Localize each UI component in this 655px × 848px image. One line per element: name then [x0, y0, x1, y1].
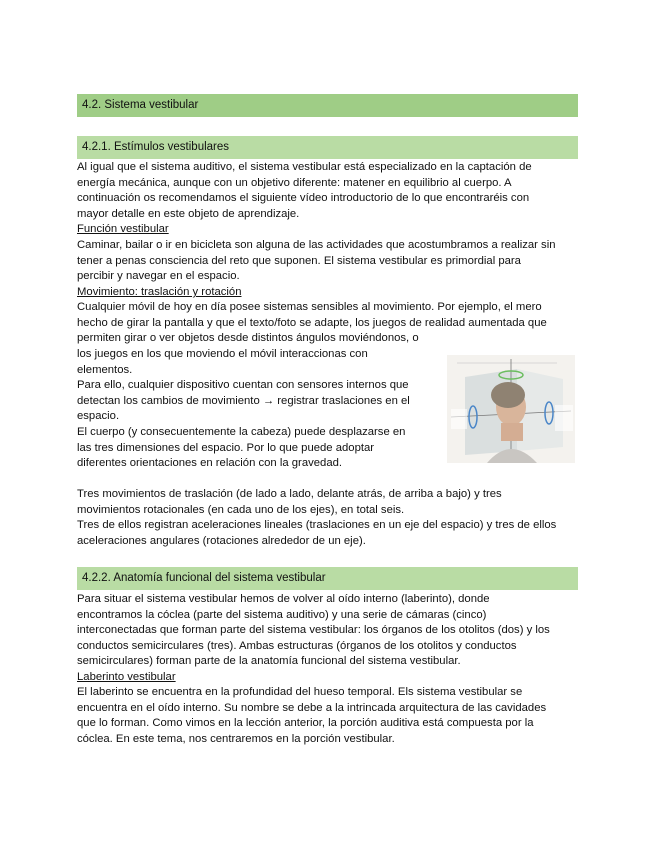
subsection-title-anatomia: 4.2.2. Anatomía funcional del sistema vestibular: [77, 567, 578, 590]
section-title: 4.2. Sistema vestibular: [77, 94, 578, 117]
laberinto-heading: Laberinto vestibular: [77, 671, 176, 683]
laberinto-paragraph: El laberinto se encuentra en la profundidad del hueso temporal. Els sistema vestibular se encuentra en el oído interno. Su nombre se debe a la intrincada arquitectura de las cavidades que lo forman. Como vimos en la lección anterior, la porción auditiva está compuesta por la cóclea. En este tema, nos centraremos en la porción vestibular.: [77, 686, 547, 745]
movimiento-heading: Movimiento: traslación y rotación: [77, 286, 242, 298]
movimiento-paragraph: Cualquier móvil de hoy en día posee sistemas sensibles al movimiento. Por ejemplo, el mero hecho de girar la pantalla y que el texto/foto se adapte, los juegos de realidad aumentada que permiten girar o ver objetos desde distintos ángulos moviéndonos, o: [77, 301, 547, 345]
subsection-title-estimulos: 4.2.1. Estímulos vestibulares: [77, 136, 578, 159]
funcion-paragraph: Caminar, bailar o ir en bicicleta son alguna de las actividades que acostumbramos a realizar sin tener a penas consciencia del reto que suponen. El sistema vestibular es primordial para percibir y navegar en el espacio.: [77, 239, 556, 283]
anatomia-paragraph: Para situar el sistema vestibular hemos de volver al oído interno (laberinto), donde encontramos la cóclea (parte del sistema auditivo) y una serie de cámaras (cinco) interconectadas que forman parte del sistema vestibular: los órganos de los otolitos (dos) y los conductos semicirculares (tres). Ambas estructuras (órganos de los otolitos y conductos semicirculares) forman parte de la anatomía funcional del sistema vestibular.: [77, 593, 550, 668]
intro-paragraph: Al igual que el sistema auditivo, el sistema vestibular está especializado en la captación de energía mecánica, aunque con un objetivo diferente: matener en equilibrio al cuerpo. A continuación os recomendamos el siguiente vídeo introductorio de lo que encontraréis con mayor detalle en este objeto de aprendizaje.: [77, 161, 532, 220]
funcion-heading: Función vestibular: [77, 223, 169, 235]
head-rotation-axes-icon: [447, 355, 575, 463]
movimiento-paragraph-wrapped: los juegos en los que moviendo el móvil interaccionas con elementos. Para ello, cualquier dispositivo cuentan con sensores internos que detectan los cambios de movimiento → registrar traslaciones en el espacio. El cuerpo (y consecuentemente la cabeza) puede desplazarse en las tres dimensiones del espacio. Por lo que puede adoptar diferentes orientaciones en relación con la gravedad.: [77, 348, 410, 470]
tres-movimientos-paragraph: Tres movimientos de traslación (de lado a lado, delante atrás, de arriba a bajo) y tres movimientos rotacionales (en cada uno de los ejes), en total seis. Tres de ellos registran aceleraciones lineales (traslaciones en un eje del espacio) y tres de ellos aceleraciones angulares (rotaciones alrededor de un eje).: [77, 488, 557, 547]
head-rotation-figure: [447, 355, 575, 463]
